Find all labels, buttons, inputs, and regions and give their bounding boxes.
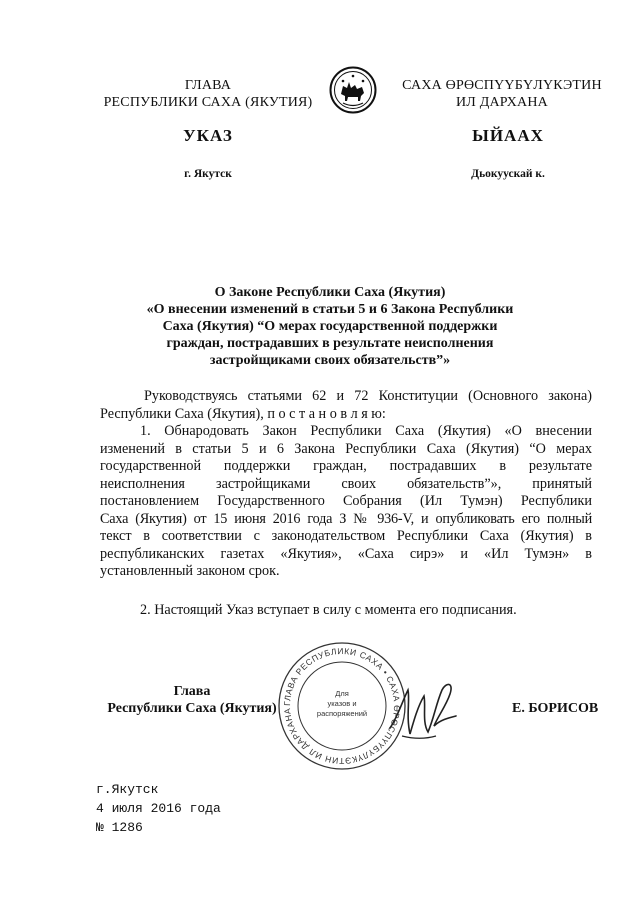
signatory-role (104, 683, 280, 717)
doc-type-ru: УКАЗ (183, 126, 233, 145)
stamp-ring-text: ГЛАВА РЕСПУБЛИКИ САХА • САХА ӨРӨСПҮҮБҮЛҮКЭТИН ИЛ ДАРХАНА (281, 645, 403, 767)
header-left-line2: РЕСПУБЛИКИ САХА (ЯКУТИЯ) (103, 95, 313, 110)
preamble-line: Республики Саха (Якутия), п о с т а н о в л я ю: (100, 405, 386, 422)
item-1-line: 1. Обнародовать Закон Республики Саха (Якутия) «О внесении (140, 423, 592, 439)
item-1-line: установленный законом срок. (100, 563, 280, 579)
header-left-line1: ГЛАВА (184, 78, 232, 93)
item-1-line: неисполнения застройщиками своих обязательств”», принятый (100, 475, 592, 492)
item-1 (100, 423, 592, 581)
item-1-line: Саха (Якутия) от 15 июня 2016 года З № 936-V, и опубликовать его полный (100, 510, 592, 527)
stamp-center-line: распоряжений (316, 709, 368, 718)
item-2-text: 2. Настоящий Указ вступает в силу с момента его подписания. (140, 602, 517, 618)
footer (96, 780, 221, 837)
item-1-line: постановлением Государственного Собрания (Ил Тумэн) Республики (100, 493, 592, 509)
header-right-line2: ИЛ ДАРХАНА (455, 95, 548, 110)
item-1-line: текст в соответствии с законодательством Республики Саха (Якутия) в (100, 528, 592, 544)
law-title (110, 284, 550, 369)
signatory-name: Е. БОРИСОВ (512, 701, 599, 716)
footer-number: № 1286 (96, 820, 143, 835)
law-title-line: граждан, пострадавших в результате неисполнения (166, 336, 494, 351)
preamble-line: Руководствуясь статьями 62 и 72 Конституции (Основного закона) (144, 388, 592, 404)
item-1-line: государственной поддержки граждан, пострадавших в результате (100, 458, 592, 474)
item-2 (100, 602, 592, 620)
footer-date: 4 июля 2016 года (96, 801, 221, 816)
city-ru: г. Якутск (184, 168, 232, 180)
signatory-role-line1: Глава (173, 684, 211, 699)
item-1-line: республиканских газетах «Якутия», «Саха сирэ» и «Ил Тумэн» в (100, 545, 592, 562)
header-right-line1: САХА ӨРӨСПҮҮБҮЛҮКЭТИН (402, 78, 602, 93)
law-title-line: «О внесении изменений в статьи 5 и 6 Закона Республики (146, 302, 514, 317)
law-title-line: О Законе Республики Саха (Якутия) (214, 285, 446, 300)
stamp-center-line: указов и (327, 699, 357, 708)
city-sah: Дьокуускай к. (471, 168, 545, 180)
republic-emblem-icon (329, 66, 377, 114)
header-right (388, 77, 616, 111)
footer-city: г.Якутск (96, 782, 159, 797)
doc-type-sah: ЫЙААХ (472, 126, 544, 145)
law-title-line: застройщиками своих обязательств”» (209, 353, 451, 368)
signatory-role-line2: Республики Саха (Якутия) (107, 701, 277, 716)
stamp-center-line: Для (335, 689, 349, 698)
header-left (98, 77, 318, 111)
law-title-line: Саха (Якутия) “О мерах государственной поддержки (162, 319, 498, 334)
preamble (100, 388, 592, 423)
item-1-line: изменений в статьи 5 и 6 Закона Республики Саха (Якутия) “О мерах (100, 440, 592, 457)
handwritten-signature (384, 676, 466, 748)
